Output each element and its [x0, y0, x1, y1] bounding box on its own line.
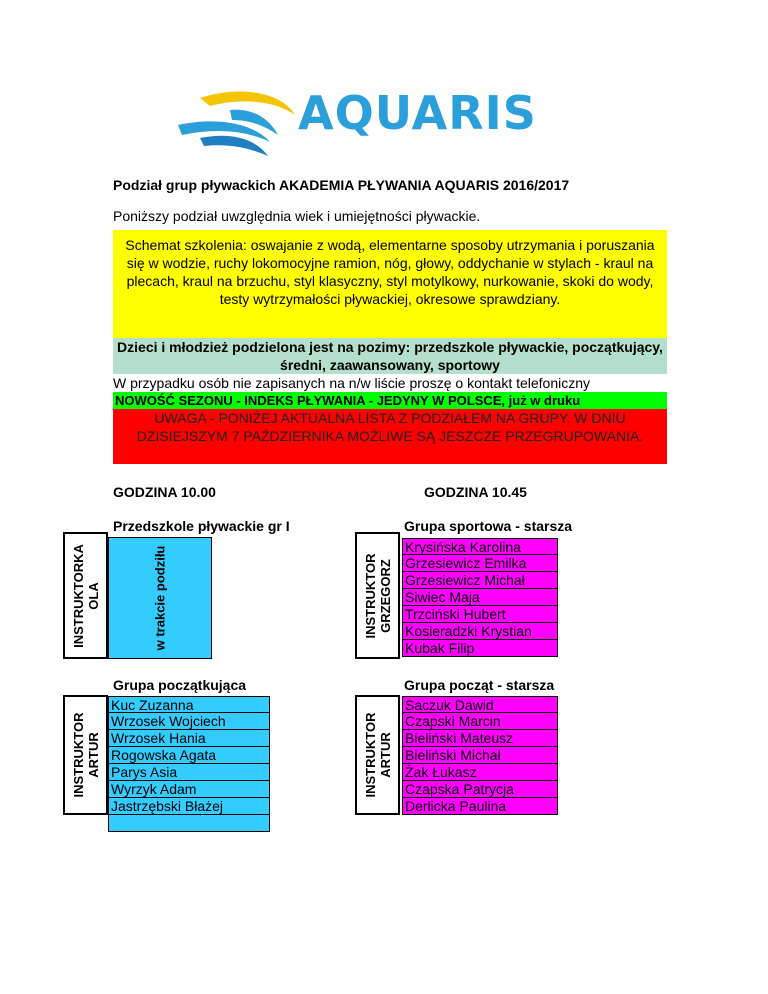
levels-text: Dzieci i młodzież podzielona jest na pozimy: przedszkole pływackie, początkujący, średni, zaawansowany, sportowy: [117, 339, 663, 373]
list-item: Żak Łukasz: [402, 764, 558, 781]
list-item: Czapski Marcin: [402, 713, 558, 730]
logo-text: AQUARIS: [298, 86, 537, 140]
hour-left: GODZINA 10.00: [113, 484, 216, 500]
intro-text: Poniższy podział uwzględnia wiek i umiejętności pływackie.: [113, 208, 481, 224]
instructor-line2: ARTUR: [85, 732, 101, 778]
list-item: Grzesiewicz Michał: [402, 572, 558, 589]
news-bar: [113, 392, 667, 409]
warning-text: UWAGA - PONIŻEJ AKTUALNA LISTA Z PODZIAŁEM NA GRUPY. W DNIU DZISIEJSZYM 7 PAŹDZIERNIKA MOŻLIWE SĄ JESZCZE PRZEGRUPOWANIA.: [136, 410, 644, 444]
instructor-line2: OLA: [85, 581, 101, 610]
preschool-status-box: [108, 537, 212, 659]
hour-right: GODZINA 10.45: [424, 484, 527, 500]
list-item: Parys Asia: [108, 764, 270, 781]
list-item: Jastrzębski Błażej: [108, 798, 270, 815]
list-item: Kosieradzki Krystian: [402, 623, 558, 640]
levels-box: [113, 338, 667, 374]
beginner-instructor-box: [63, 695, 108, 815]
list-item: Kubak Filip: [402, 640, 558, 657]
sport-members-list: [402, 538, 558, 657]
swimmer-swoosh-icon: [170, 80, 300, 165]
beginner-older-instructor-label: [363, 713, 393, 798]
list-item: Wrzosek Hania: [108, 730, 270, 747]
list-item: Trzciński Hubert: [402, 606, 558, 623]
instructor-line1: INSTRUKTOR: [362, 712, 378, 798]
beginner-group-title: Grupa początkująca: [113, 677, 247, 693]
beginner-instructor-label: [71, 713, 101, 798]
sport-group-title: Grupa sportowa - starsza: [404, 518, 573, 534]
list-item: Kuc Zuzanna: [108, 696, 270, 713]
document-title: Podział grup pływackich AKADEMIA PŁYWANIA AQUARIS 2016/2017: [113, 177, 570, 193]
preschool-status-text: w trakcie podziłu: [152, 545, 168, 651]
news-text: NOWOŚĆ SEZONU - INDEKS PŁYWANIA - JEDYNY W POLSCE, już w druku: [115, 393, 581, 408]
beginner-members-list: [108, 696, 270, 832]
list-item: Czapska Patrycja: [402, 781, 558, 798]
beginner-older-members-list: [402, 696, 558, 815]
beginner-older-group-title: Grupa począt - starsza: [404, 677, 555, 693]
preschool-instructor-label: [71, 544, 101, 648]
instructor-line1: INSTRUKTOR: [70, 712, 86, 798]
sport-instructor-box: [355, 532, 400, 659]
list-item: Krysińska Karolina: [402, 538, 558, 555]
instructor-line1: INSTRUKTOR: [362, 553, 378, 638]
list-item: Saczuk Dawid: [402, 696, 558, 713]
preschool-group-title: Przedszkole pływackie gr I: [113, 518, 290, 534]
list-item: Derlicka Paulina: [402, 798, 558, 815]
list-item: Bieliński Michał: [402, 747, 558, 764]
list-item: [108, 815, 270, 832]
list-item: Grzesiewicz Emilka: [402, 555, 558, 572]
sport-instructor-label: [363, 553, 393, 638]
instructor-line1: INSTRUKTORKA: [70, 543, 86, 648]
instructor-line2: ARTUR: [377, 732, 393, 778]
training-scheme-text: Schemat szkolenia: oswajanie z wodą, elementarne sposoby utrzymania i poruszania się w wodzie, ruchy lokomocyjne ramion, nóg, głowy, oddychanie w stylach - kraul na plecach, kraul na brzuchu, styl klasyczny, styl motylkowy, nurkowanie, skoki do wody, testy wytrzymałości pływackiej, okresowe sprawdziany.: [125, 237, 655, 307]
list-item: Bieliński Mateusz: [402, 730, 558, 747]
aquaris-logo: [170, 80, 550, 170]
training-scheme-box: [113, 230, 667, 338]
list-item: Siwiec Maja: [402, 589, 558, 606]
list-item: Wrzosek Wojciech: [108, 713, 270, 730]
warning-box: [113, 409, 667, 464]
instructor-line2: GRZEGORZ: [377, 558, 393, 633]
beginner-older-instructor-box: [355, 695, 400, 815]
contact-note: W przypadku osób nie zapisanych na n/w liście proszę o kontakt telefoniczny: [113, 375, 591, 391]
list-item: Wyrzyk Adam: [108, 781, 270, 798]
list-item: Rogowska Agata: [108, 747, 270, 764]
preschool-instructor-box: [63, 532, 108, 659]
